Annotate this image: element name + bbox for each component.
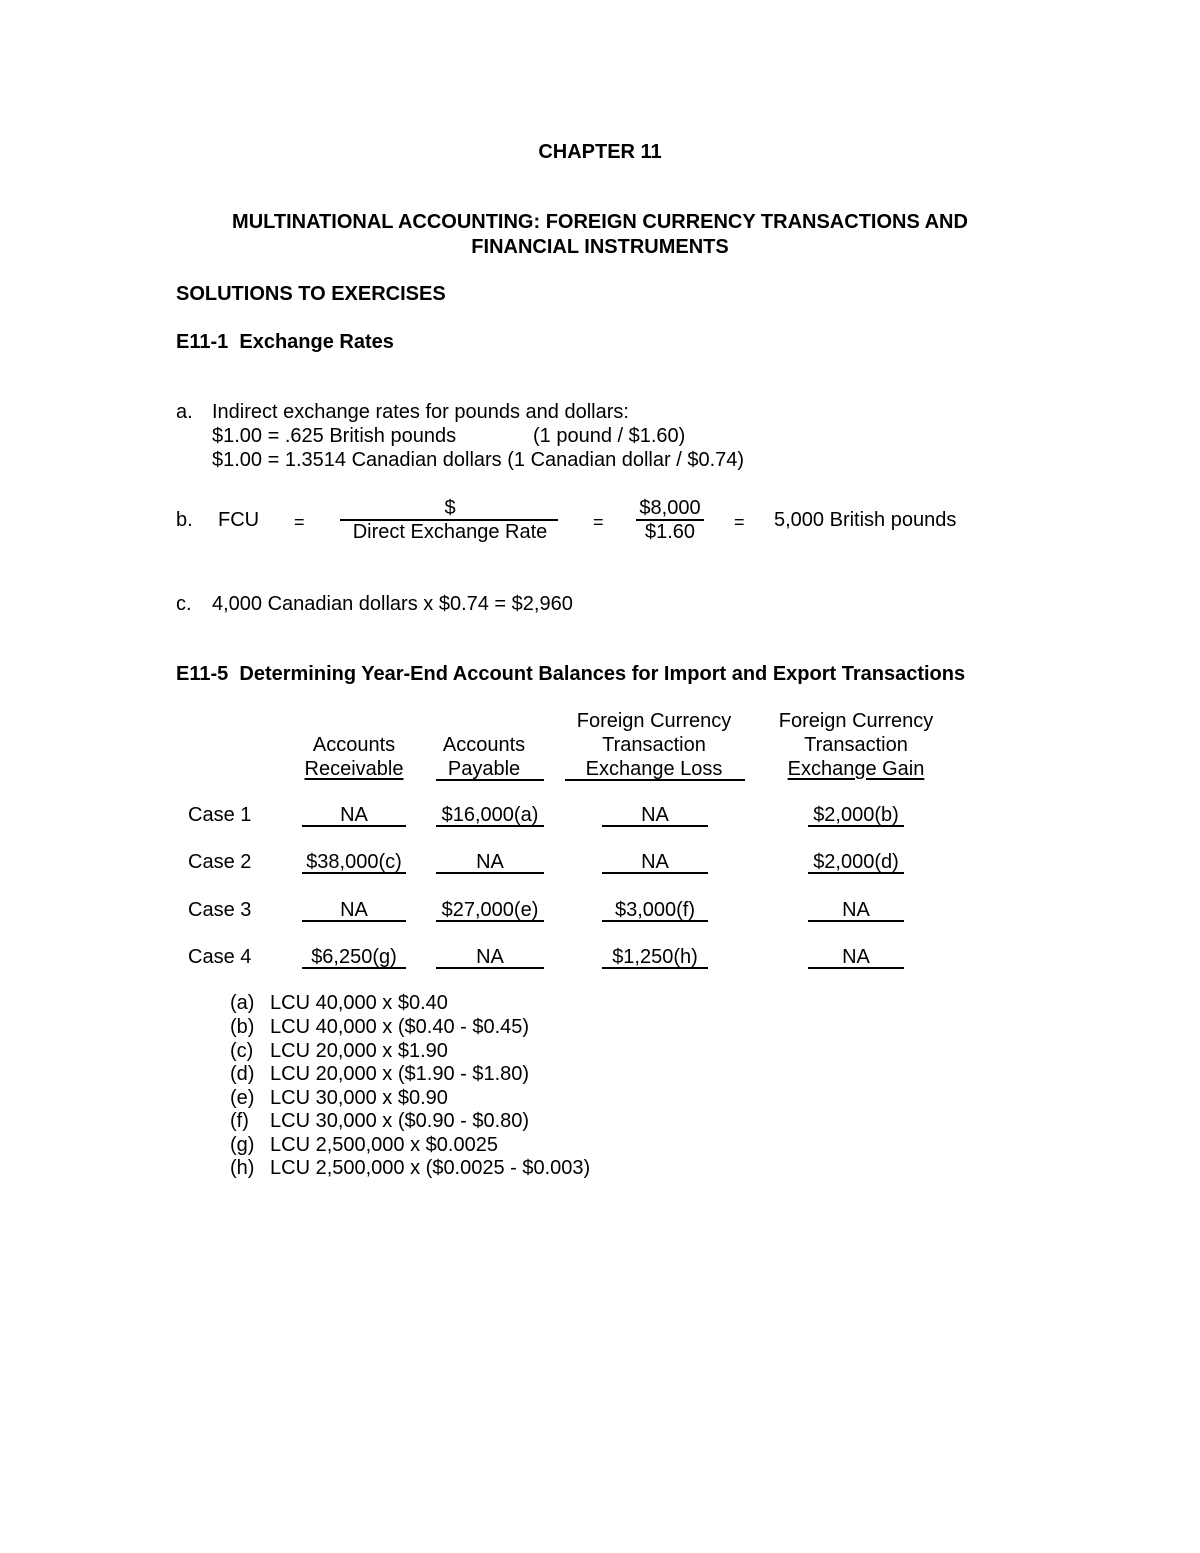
case-1-loss: NA <box>641 804 669 826</box>
item-a-line2-note: (1 pound / $1.60) <box>533 425 686 447</box>
case-2-gain-underline <box>808 872 904 874</box>
col-ar-header2: Receivable <box>304 758 404 780</box>
case-2-label: Case 2 <box>188 851 252 873</box>
chapter-heading: CHAPTER 11 <box>538 141 662 163</box>
note-text-g: LCU 2,500,000 x $0.0025 <box>270 1134 498 1156</box>
case-2-loss-underline <box>602 872 708 874</box>
note-text-a: LCU 40,000 x $0.40 <box>270 992 448 1014</box>
note-key-e: (e) <box>230 1087 255 1109</box>
note-key-b: (b) <box>230 1016 255 1038</box>
case-1-ar: NA <box>340 804 368 826</box>
case-3-ap-underline <box>436 920 544 922</box>
case-3-ar-underline <box>302 920 406 922</box>
item-c-text: 4,000 Canadian dollars x $0.74 = $2,960 <box>212 593 573 615</box>
case-2-ar: $38,000(c) <box>306 851 402 873</box>
document-title-line2: FINANCIAL INSTRUMENTS <box>471 236 729 258</box>
col-ap-header2: Payable <box>447 758 521 780</box>
case-1-label: Case 1 <box>188 804 252 826</box>
case-3-loss-underline <box>602 920 708 922</box>
col-gain-header2: Transaction <box>804 734 908 756</box>
item-c-label: c. <box>176 593 192 615</box>
case-4-ar: $6,250(g) <box>311 946 397 968</box>
case-2-ap: NA <box>476 851 504 873</box>
note-text-h: LCU 2,500,000 x ($0.0025 - $0.003) <box>270 1157 591 1179</box>
note-key-h: (h) <box>230 1157 255 1179</box>
case-2-ap-underline <box>436 872 544 874</box>
case-2-loss: NA <box>641 851 669 873</box>
fcu-result: 5,000 British pounds <box>774 509 957 531</box>
case-1-gain-underline <box>808 825 904 827</box>
case-3-gain-underline <box>808 920 904 922</box>
fraction1-numerator: $ <box>444 497 456 519</box>
e11-5-heading: E11-5 Determining Year-End Account Balances for Import and Export Transactions <box>176 663 966 685</box>
case-2-gain: $2,000(d) <box>813 851 899 873</box>
case-3-loss: $3,000(f) <box>614 899 696 921</box>
note-text-c: LCU 20,000 x $1.90 <box>270 1040 448 1062</box>
case-3-label: Case 3 <box>188 899 252 921</box>
case-1-loss-underline <box>602 825 708 827</box>
fraction2-denominator: $1.60 <box>644 521 696 543</box>
case-4-label: Case 4 <box>188 946 252 968</box>
solutions-heading: SOLUTIONS TO EXERCISES <box>176 283 446 305</box>
note-key-c: (c) <box>230 1040 254 1062</box>
fcu-label: FCU <box>218 509 260 531</box>
case-4-ap: NA <box>476 946 504 968</box>
note-key-g: (g) <box>230 1134 255 1156</box>
col-gain-header1: Foreign Currency <box>778 710 934 732</box>
item-b-label: b. <box>176 509 193 531</box>
document-title-line1: MULTINATIONAL ACCOUNTING: FOREIGN CURRENCY TRANSACTIONS AND <box>232 211 968 233</box>
note-text-b: LCU 40,000 x ($0.40 - $0.45) <box>270 1016 530 1038</box>
case-1-gain: $2,000(b) <box>813 804 899 826</box>
note-key-d: (d) <box>230 1063 255 1085</box>
case-1-ap: $16,000(a) <box>441 804 539 826</box>
col-loss-header-underline <box>565 779 745 781</box>
col-loss-header1: Foreign Currency <box>576 710 732 732</box>
equals-sign-2: = <box>593 512 604 532</box>
item-a-label: a. <box>176 401 193 423</box>
fraction2-numerator: $8,000 <box>639 497 701 519</box>
item-a-line3: $1.00 = 1.3514 Canadian dollars (1 Canadian dollar / $0.74) <box>212 449 745 471</box>
case-4-gain: NA <box>842 946 870 968</box>
case-4-loss: $1,250(h) <box>612 946 698 968</box>
note-key-f: (f) <box>230 1110 249 1132</box>
case-1-ap-underline <box>436 825 544 827</box>
note-text-f: LCU 30,000 x ($0.90 - $0.80) <box>270 1110 530 1132</box>
case-4-gain-underline <box>808 967 904 969</box>
item-a-line1: Indirect exchange rates for pounds and dollars: <box>212 401 629 423</box>
equals-sign-1: = <box>294 512 305 532</box>
col-ap-header-underline <box>436 779 544 781</box>
item-a-line2: $1.00 = .625 British pounds <box>212 425 457 447</box>
col-ap-header1: Accounts <box>442 734 526 756</box>
case-3-ar: NA <box>340 899 368 921</box>
case-3-gain: NA <box>842 899 870 921</box>
e11-1-heading: E11-1 Exchange Rates <box>176 331 394 353</box>
note-text-e: LCU 30,000 x $0.90 <box>270 1087 448 1109</box>
col-gain-header3: Exchange Gain <box>787 758 925 780</box>
fraction1-denominator: Direct Exchange Rate <box>352 521 548 543</box>
equals-sign-3: = <box>734 512 745 532</box>
case-4-ap-underline <box>436 967 544 969</box>
case-3-ap: $27,000(e) <box>441 899 539 921</box>
col-ar-header1: Accounts <box>312 734 396 756</box>
case-1-ar-underline <box>302 825 406 827</box>
case-4-ar-underline <box>302 967 406 969</box>
col-loss-header3: Exchange Loss <box>585 758 723 780</box>
note-text-d: LCU 20,000 x ($1.90 - $1.80) <box>270 1063 530 1085</box>
case-4-loss-underline <box>602 967 708 969</box>
case-2-ar-underline <box>302 872 406 874</box>
note-key-a: (a) <box>230 992 255 1014</box>
col-loss-header2: Transaction <box>602 734 706 756</box>
